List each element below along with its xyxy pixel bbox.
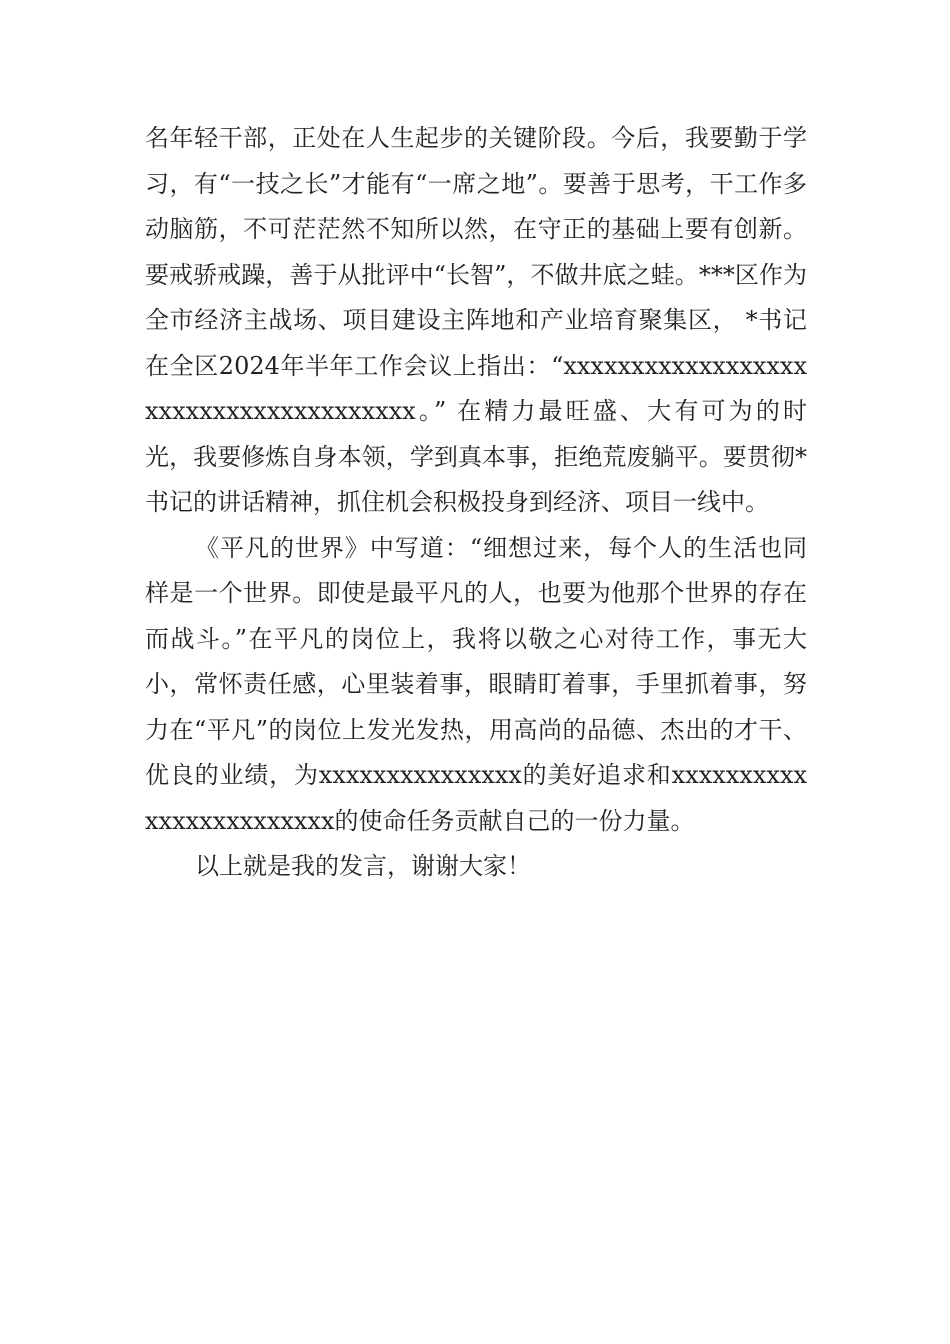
document-body [145, 116, 807, 890]
paragraph-closing: 以上就是我的发言，谢谢大家！ [195, 852, 531, 880]
paragraph-continuation: 名年轻干部，正处在人生起步的关键阶段。今后，我要勤于学习，有“一技之长”才能有“一席之地”。要善于思考，干工作多动脑筋，不可茫茫然不知所以然，在守正的基础上要有创新。要戒骄戒躁，善于从批评中“长智”，不做井底之蛙。***区作为全市经济主战场、项目建设主阵地和产业培育聚集区， *书记在全区2024年半年工作会议上指出：“xxxxxxxxxxxxxxxxxxxxxxxxxxxxxxxxxxxxxx。” 在精力最旺盛、大有可为的时光，我要修炼自身本领，学到真本事，拒绝荒废躺平。要贯彻*书记的讲话精神，抓住机会积极投身到经济、项目一线中。 [145, 124, 807, 516]
paragraph-ordinary-world-quote: 《平凡的世界》中写道：“细想过来，每个人的生活也同样是一个世界。即使是最平凡的人，也要为他那个世界的存在而战斗。”在平凡的岗位上，我将以敬之心对待工作，事无大小，常怀责任感，心里装着事，眼睛盯着事，手里抓着事，努力在“平凡”的岗位上发光发热，用高尚的品德、杰出的才干、优良的业绩，为xxxxxxxxxxxxxxx的美好追求和xxxxxxxxxxxxxxxxxxxxxxxx的使命任务贡献自己的一份力量。 [145, 533, 807, 835]
